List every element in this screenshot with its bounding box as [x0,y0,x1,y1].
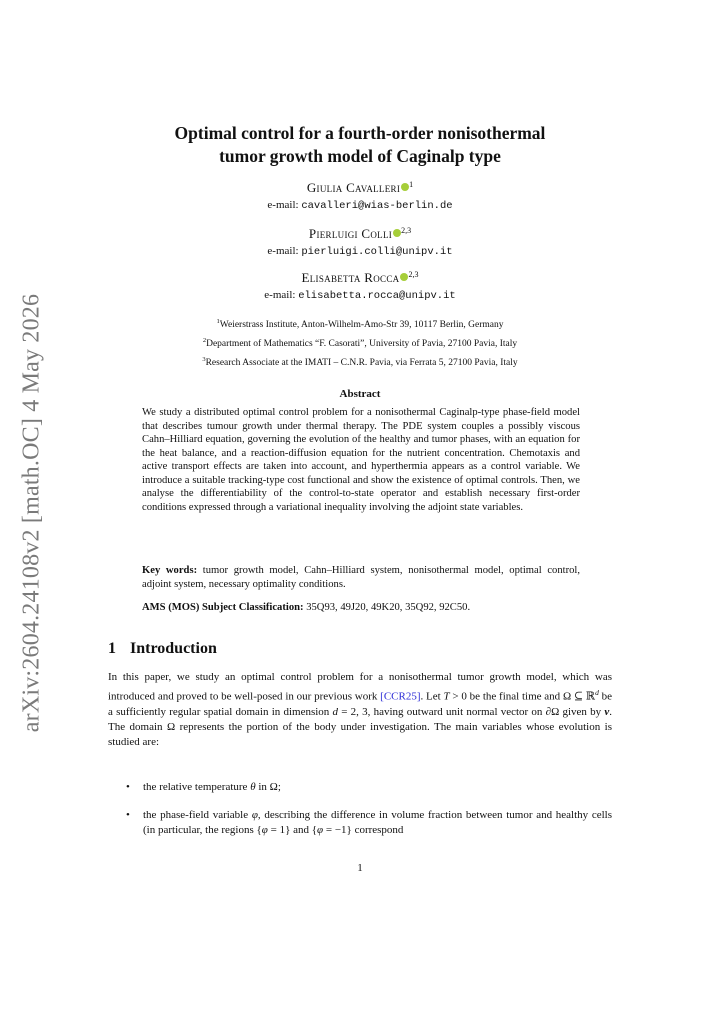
citation-link[interactable]: [CCR25] [380,690,421,703]
section-title: Introduction [130,640,217,657]
author-3-email: e-mail: elisabetta.rocca@unipv.it [264,289,456,302]
bullet-icon: • [126,781,130,793]
author-name: Giulia Cavalleri [306,180,401,195]
page-number: 1 [357,862,363,874]
keywords-label: Key words: [142,565,198,576]
email-address[interactable]: elisabetta.rocca@unipv.it [298,290,456,302]
email-address[interactable]: cavalleri@wias-berlin.de [301,200,453,212]
author-affil-sup: 2,3 [401,226,412,235]
author-2 [108,226,612,242]
orcid-icon[interactable] [401,183,409,191]
paper-page: arXiv:2604.24108v2 [math.OC] 4 May 2026 Optimal control for a fourth-order nonisothermal tumor growth model of Caginalp type Giulia Cavalleri $^1$ e-mail: cavalleri@wias-berlin.de Pierluigi Colli $^{2,3}$ e-mail: pierluigi.colli@unipv.it Elisabetta Rocca $^{2,3}$ e-mail: elisabetta.rocca@unipv.it $^1$Weierstrass Institute, Anton-Wilhelm-Amo-Str 39, 10117 Berlin, Germany $^2$Department of Mathematics “F. Casorati”, University of Pavia, 27100 Pavia, Italy $^3$Research Associate at the IMATI – C.N.R. Pavia, via Ferrata 5, 27100 Pavia, Italy Abstract We study a distributed optimal control problem for a nonisothermal Caginalp-type phase-field model that describes tumour growth under thermal therapy. The PDE system couples a possibly viscous Cahn–Hilliard equation, governing the evolution of the healthy and tumor phases, with an equation for the heat balance, and a reaction-diffusion equation for the nutrient concentration. Chemotaxis and active transport effects are taken into account, and hyperthermia appears as a control variable. We introduce a suitable tracking-type cost functional and show the existence of optimal controls. Then, we analyse the differentiability of the control-to-state operator and establish necessary first-order conditions expressed through a variational inequality involving the adjoint state variables. Key words: tumor growth model, Cahn–Hilliard system, nonisothermal model, optimal control, adjoint system, necessary optimality conditions. AMS (MOS) Subject Classification: 35Q93, 49J20, 49K20, 35Q92, 92C50. 1 Introduction In this paper, we study an optimal control problem for a nonisothermal tumor growth model, which was introduced and proved to be well-posed in our previous work [CCR25]. Let T > 0 be the final time and Ω ⊆ ℝ$^d$ be a sufficiently regular spatial domain in dimension d = 2, 3, having outward unit normal vector on ∂Ω given by ν. The domain Ω represents the portion of the body under investigation. The main variables whose evolution is studied are: • the relative temperature θ in Ω; • the phase-field variable φ, describing the difference in volume fraction between tumor and healthy cells (in particular, the regions {φ = 1} and {φ = −1} correspond 1 [0,0,721,1019]
ams-label: AMS (MOS) Subject Classification: [142,602,304,613]
author-1-email: e-mail: cavalleri@wias-berlin.de [267,199,453,212]
author-affil-sup: 1 [409,180,414,189]
affiliation-1: $^1$Weierstrass Institute, Anton-Wilhelm-Amo-Str 39, 10117 Berlin, Germany [216,318,504,330]
ams-codes: 35Q93, 49J20, 49K20, 35Q92, 92C50. [306,602,471,613]
keywords [142,564,580,591]
intro-paragraph: In this paper, we study an optimal control problem for a nonisothermal tumor growth model, which was introduced and proved to be well-posed in our previous work [CCR25]. Let T > 0 be the final time and Ω ⊆ ℝ$^d$ be a sufficiently regular spatial domain in dimension d = 2, 3, having outward unit normal vector on ∂Ω given by ν. The domain Ω represents the portion of the body under investigation. The main variables whose evolution is studied are: [108,671,612,749]
title-line-1: Optimal control for a fourth-order nonisothermal [174,123,546,143]
author-name: Pierluigi Colli [308,226,393,241]
paper-title [108,122,612,168]
affiliation-2: $^2$Department of Mathematics “F. Casorati”, University of Pavia, 27100 Pavia, Italy [202,337,518,349]
orcid-icon[interactable] [393,229,401,237]
arxiv-id: arXiv:2604.24108v2 [math.OC] 4 May 2026 [18,293,45,732]
arxiv-stamp [14,285,50,740]
author-name: Elisabetta Rocca [301,270,400,285]
affiliation-3: $^3$Research Associate at the IMATI – C.N.R. Pavia, via Ferrata 5, 27100 Pavia, Italy [202,356,518,368]
title-line-2: tumor growth model of Caginalp type [219,146,501,166]
abstract-body: We study a distributed optimal control problem for a nonisothermal Caginalp-type phase-field model that describes tumour growth under thermal therapy. The PDE system couples a possibly viscous Cahn–Hilliard equation, governing the evolution of the healthy and tumor phases, with an equation for the heat balance, and a reaction-diffusion equation for the nutrient concentration. Chemotaxis and active transport effects are taken into account, and hyperthermia appears as a control variable. We introduce a suitable tracking-type cost functional and show the existence of optimal controls. Then, we analyse the differentiability of the control-to-state operator and establish necessary first-order conditions expressed through a variational inequality involving the adjoint state variables. [142,407,580,513]
author-affil-sup: 2,3 [408,270,419,279]
bullet-icon: • [126,809,130,821]
ams-classification [142,601,580,615]
author-2-email: e-mail: pierluigi.colli@unipv.it [267,245,453,258]
author-3 [108,270,612,286]
section-heading [108,640,217,658]
email-address[interactable]: pierluigi.colli@unipv.it [301,246,453,258]
author-1 [108,180,612,196]
section-number: 1 [108,640,116,657]
keywords-text: tumor growth model, Cahn–Hilliard system, nonisothermal model, optimal control, adjoint system, necessary optimality conditions. [142,565,580,590]
abstract-heading: Abstract [339,388,381,400]
